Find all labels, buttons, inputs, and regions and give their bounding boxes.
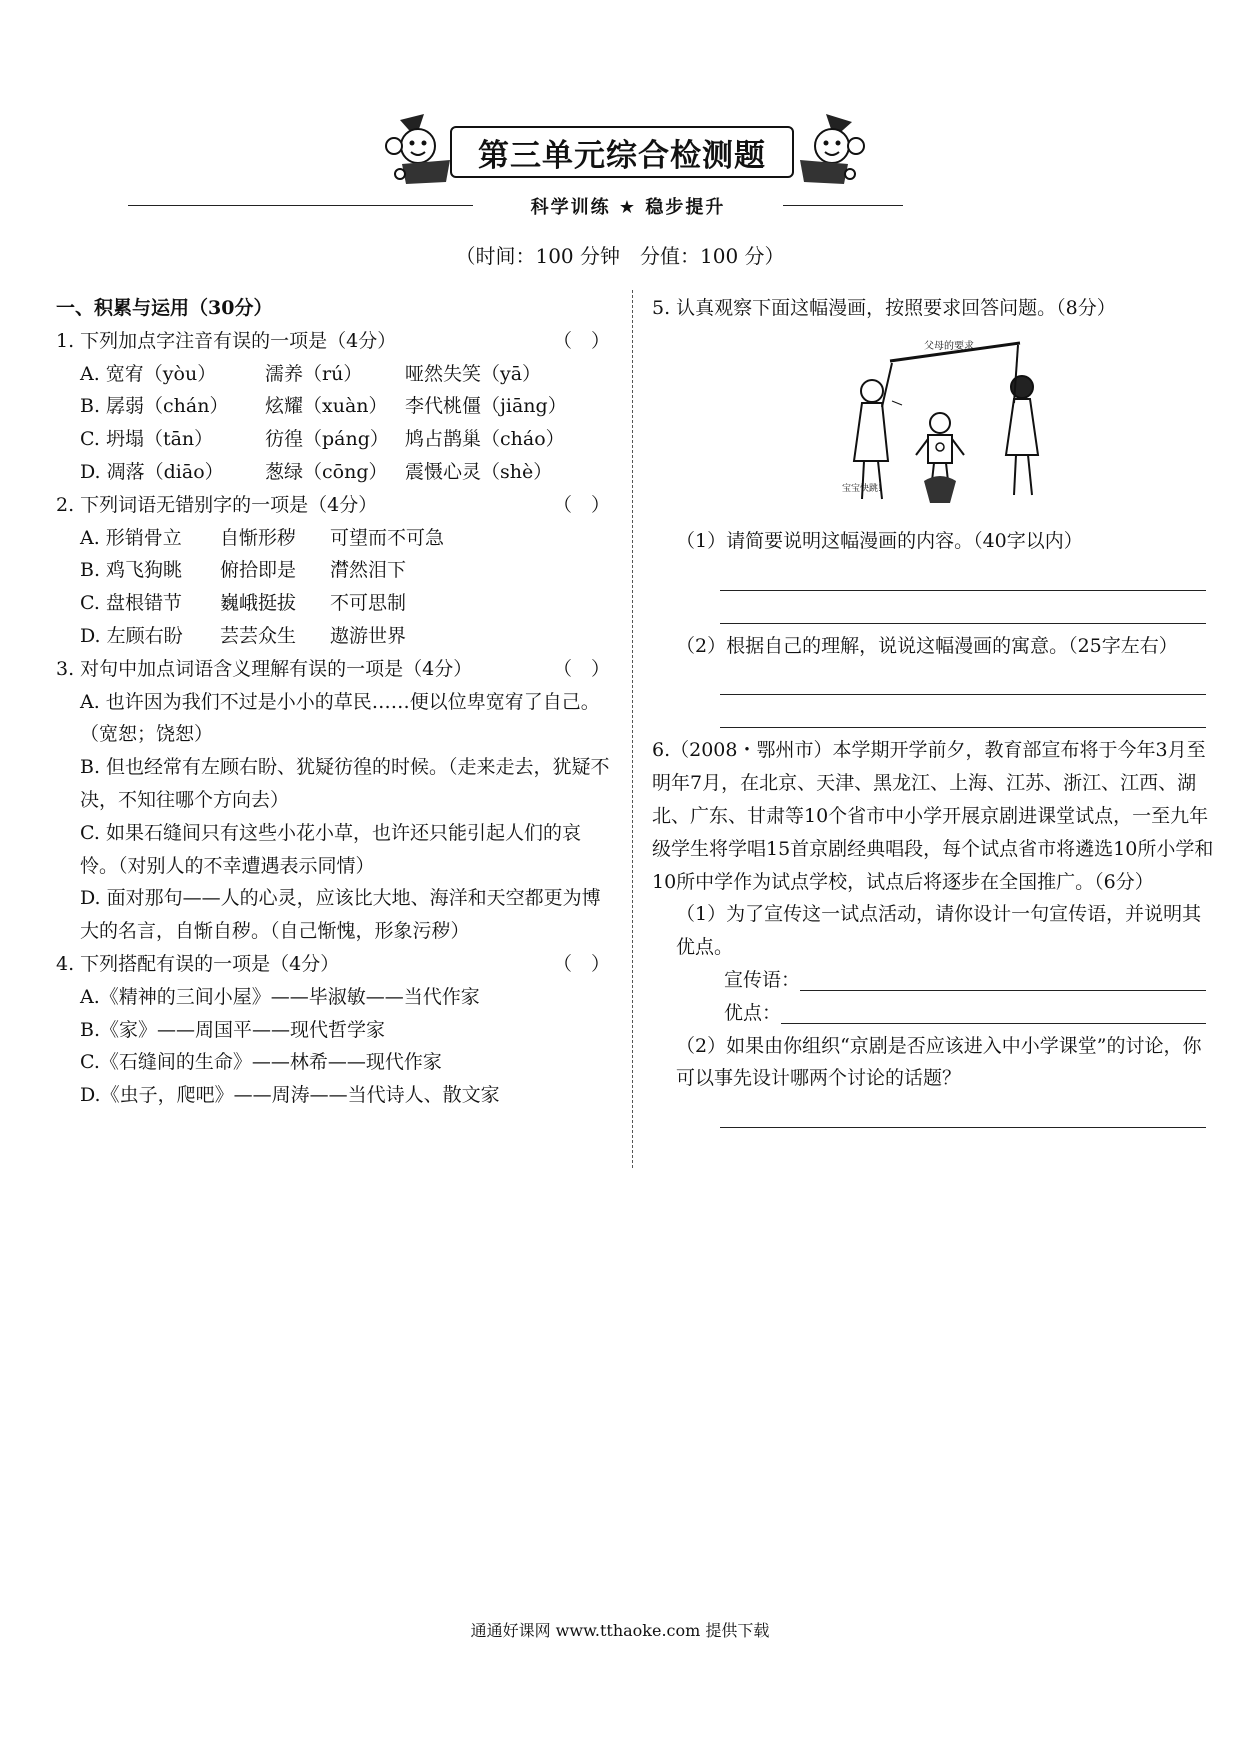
option-cell: D. 凋落（diāo）: [80, 460, 224, 483]
q3-option-b: B. 但也经常有左顾右盼、犹疑彷徨的时候。（走来走去，犹疑不决，不知往哪个方向去）: [80, 756, 610, 811]
question-6: 6.（2008・鄂州市）本学期开学前夕，教育部宣布将于今年3月至明年7月，在北京、天津、黑龙江、上海、江苏、浙江、江西、湖北、广东、甘肃等10个省市中小学开展京剧进课堂试点，一至九年级学生将学唱15首京剧经典唱段，每个试点省市将遴选10所小学和10所中学作为试点学校，试点后将逐步在全国推广。（6分）: [652, 739, 1214, 893]
time-info: （时间：100 分钟 分值：100 分）: [455, 244, 785, 268]
q5-sub1: （1）请简要说明这幅漫画的内容。（40字以内）: [676, 529, 1083, 552]
q6-sub1: （1）为了宣传这一试点活动，请你设计一句宣传语，并说明其优点。: [676, 903, 1202, 959]
q1-option-a: [56, 358, 616, 391]
right-column: [652, 292, 1214, 1128]
q4-option-d: D.《虫子，爬吧》——周涛——当代诗人、散文家: [80, 1084, 500, 1107]
q4-option-b: B.《家》——周国平——现代哲学家: [80, 1018, 386, 1041]
slogan-label: 宣传语：: [724, 968, 801, 991]
q2-option-c: [56, 587, 616, 620]
q6-sub2: （2）如果由你组织“京剧是否应该进入中小学课堂”的讨论，你可以事先设计哪两个讨论的话题？: [676, 1034, 1202, 1090]
question-stem: 2. 下列词语无错别字的一项是（4分）: [56, 493, 378, 516]
cartoon-caption-top: 父母的要求: [924, 340, 974, 352]
option-cell: 彷徨（páng）: [265, 428, 389, 451]
option-cell: B. 孱弱（chán）: [80, 395, 229, 418]
question-stem: 1. 下列加点字注音有误的一项是（4分）: [56, 329, 397, 352]
answer-paren[interactable]: （ ）: [552, 493, 610, 516]
parents-cartoon-icon: [832, 331, 1052, 521]
q1-option-c: [56, 423, 616, 456]
mascot-right-icon: [790, 112, 870, 194]
option-cell: 炫耀（xuàn）: [265, 395, 388, 418]
option-cell: D. 左顾右盼: [80, 624, 183, 647]
slogan-field[interactable]: [724, 964, 1214, 997]
q4-option-a: A.《精神的三间小屋》——毕淑敏——当代作家: [80, 985, 480, 1008]
page-subtitle: 科学训练 ★ 稳步提升: [530, 197, 726, 218]
question-stem: 4. 下列搭配有误的一项是（4分）: [56, 952, 340, 975]
page-title: 第三单元综合检测题: [450, 126, 794, 178]
q1-option-b: [56, 390, 616, 423]
answer-line[interactable]: [720, 695, 1206, 728]
slogan-line[interactable]: [800, 966, 1206, 991]
left-column: [56, 292, 616, 1112]
option-cell: A. 宽宥（yòu）: [80, 362, 217, 385]
option-cell: B. 鸡飞狗眺: [80, 559, 183, 582]
option-cell: A. 形销骨立: [80, 526, 182, 549]
q5-sub2: （2）根据自己的理解，说说这幅漫画的寓意。（25字左右）: [676, 634, 1178, 657]
merit-line[interactable]: [781, 999, 1206, 1024]
option-cell: 芸芸众生: [220, 624, 297, 647]
subtitle-rule-left: [128, 205, 473, 206]
option-cell: 巍峨挺拔: [220, 592, 297, 615]
subtitle-row: [128, 196, 1128, 216]
title-banner: [380, 112, 870, 194]
option-cell: 哑然失笑（yā）: [405, 362, 542, 385]
option-cell: C. 坍塌（tān）: [80, 428, 214, 451]
subtitle-rule-right: [783, 205, 903, 206]
question-stem: 3. 对句中加点词语含义理解有误的一项是（4分）: [56, 657, 473, 680]
answer-line[interactable]: [720, 1095, 1206, 1128]
q3-option-d: D. 面对那句——人的心灵，应该比大地、海洋和天空都更为博大的名言，自惭自秽。（自己惭愧，形象污秽）: [80, 887, 601, 943]
question-3: [56, 653, 616, 686]
option-cell: 可望而不可急: [330, 526, 445, 549]
q3-option-c: C. 如果石缝间只有这些小花小草，也许还只能引起人们的哀怜。（对别人的不幸遭遇表示同情）: [80, 821, 581, 877]
answer-paren[interactable]: （ ）: [552, 657, 610, 680]
column-divider: [632, 290, 633, 1168]
option-cell: 葱绿（cōng）: [265, 460, 388, 483]
option-cell: 濡养（rú）: [265, 362, 363, 385]
answer-line[interactable]: [720, 591, 1206, 624]
option-cell: 俯拾即是: [220, 559, 297, 582]
option-cell: 李代桃僵（jiāng）: [405, 395, 567, 418]
answer-line[interactable]: [720, 662, 1206, 695]
q2-option-d: [56, 620, 616, 653]
section-heading: 一、积累与运用（30分）: [56, 297, 273, 319]
merit-label: 优点：: [724, 1001, 782, 1024]
question-2: [56, 489, 616, 522]
q2-option-b: [56, 554, 616, 587]
question-5: 5. 认真观察下面这幅漫画，按照要求回答问题。（8分）: [652, 297, 1116, 319]
option-cell: C. 盘根错节: [80, 592, 182, 615]
footer-credit: 通通好课网 www.tthaoke.com 提供下载: [470, 1621, 770, 1640]
q1-option-d: [56, 456, 616, 489]
mascot-left-icon: [380, 112, 460, 194]
answer-paren[interactable]: （ ）: [552, 952, 610, 975]
option-cell: 鸠占鹊巢（cháo）: [405, 428, 565, 451]
q4-option-c: C.《石缝间的生命》——林希——现代作家: [80, 1051, 442, 1074]
answer-paren[interactable]: （ ）: [552, 329, 610, 352]
option-cell: 遨游世界: [330, 624, 407, 647]
option-cell: 潸然泪下: [330, 559, 407, 582]
question-1: [56, 325, 616, 358]
option-cell: 震慑心灵（shè）: [405, 460, 553, 483]
option-cell: 自惭形秽: [220, 526, 297, 549]
question-4: [56, 948, 616, 981]
merit-field[interactable]: [724, 997, 1214, 1030]
cartoon-caption-bottom: 宝宝快跳!: [842, 483, 882, 494]
answer-line[interactable]: [720, 558, 1206, 591]
option-cell: 不可思制: [330, 592, 407, 615]
q3-option-a: A. 也许因为我们不过是小小的草民……便以位卑宽宥了自己。（宽恕；饶恕）: [80, 690, 600, 746]
q2-option-a: [56, 522, 616, 555]
cartoon-illustration: [832, 331, 1052, 521]
